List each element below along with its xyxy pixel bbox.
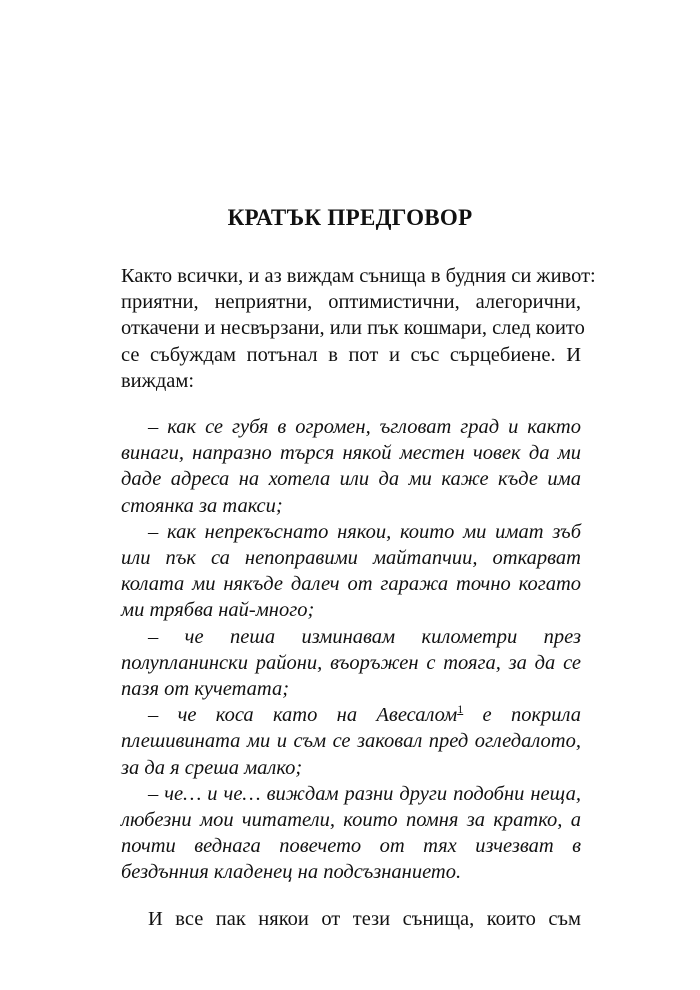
list-line-14: за да я среша малко; [121, 756, 303, 779]
footnote-ref-1[interactable]: 1 [457, 702, 464, 717]
list-line-2: винаги, напразно търся някой местен човек да ми [121, 442, 581, 465]
paragraph1-line-2: приятни, неприятни, оптимистични, алегорични, [121, 291, 581, 314]
list-line-17: почти веднага повечето от тях изчезват в [121, 835, 581, 858]
list-line-1: – как се губя в огромен, ъгловат град и както [148, 416, 581, 438]
paragraph1-line-4: се събуждам потънал в пот и със сърцебиене. И [121, 343, 581, 366]
paragraph1-line-3: откачени и несвързани, или пък кошмари, след които [121, 317, 585, 340]
list-line-15: – че… и че… виждам разни други подобни неща, [148, 782, 581, 805]
paragraph2-line-1: И все пак някои от тези сънища, които съм [148, 907, 581, 930]
list-line-12 [148, 702, 581, 728]
list-line-5: – как непрекъснато някои, които ми имат зъб [148, 520, 581, 543]
list-line-12-tail: е покрила [482, 704, 581, 727]
list-line-8: ми трябва най-много; [121, 599, 315, 622]
list-line-9: – че пеша изминавам километри през [148, 625, 581, 648]
list-line-13: плешивината ми и съм се заковал пред огледалото, [121, 730, 581, 753]
list-line-6: или пък са непоправими майтапчии, откарват [121, 547, 581, 569]
paragraph1-line-1: Както всички, и аз виждам сънища в будния си живот: [121, 265, 596, 287]
list-line-12-text: – че коса като на Авесалом [148, 704, 458, 727]
page-title: КРАТЪК ПРЕДГОВОР [227, 205, 473, 230]
list-line-11: пазя от кучетата; [121, 678, 290, 700]
paragraph1-line-5: виждам: [121, 369, 195, 392]
list-line-4: стоянка за такси; [121, 494, 283, 517]
list-line-18: бездънния кладенец на подсъзнанието. [121, 861, 462, 884]
list-line-7: колата ми някъде далеч от гаража точно когато [121, 573, 581, 596]
list-line-16: любезни мои читатели, които помня за кратко, а [121, 809, 581, 831]
list-line-3: даде адреса на хотела или да ми каже къде има [121, 468, 581, 491]
list-line-10: полупланински райони, въоръжен с тояга, за да се [121, 651, 581, 674]
